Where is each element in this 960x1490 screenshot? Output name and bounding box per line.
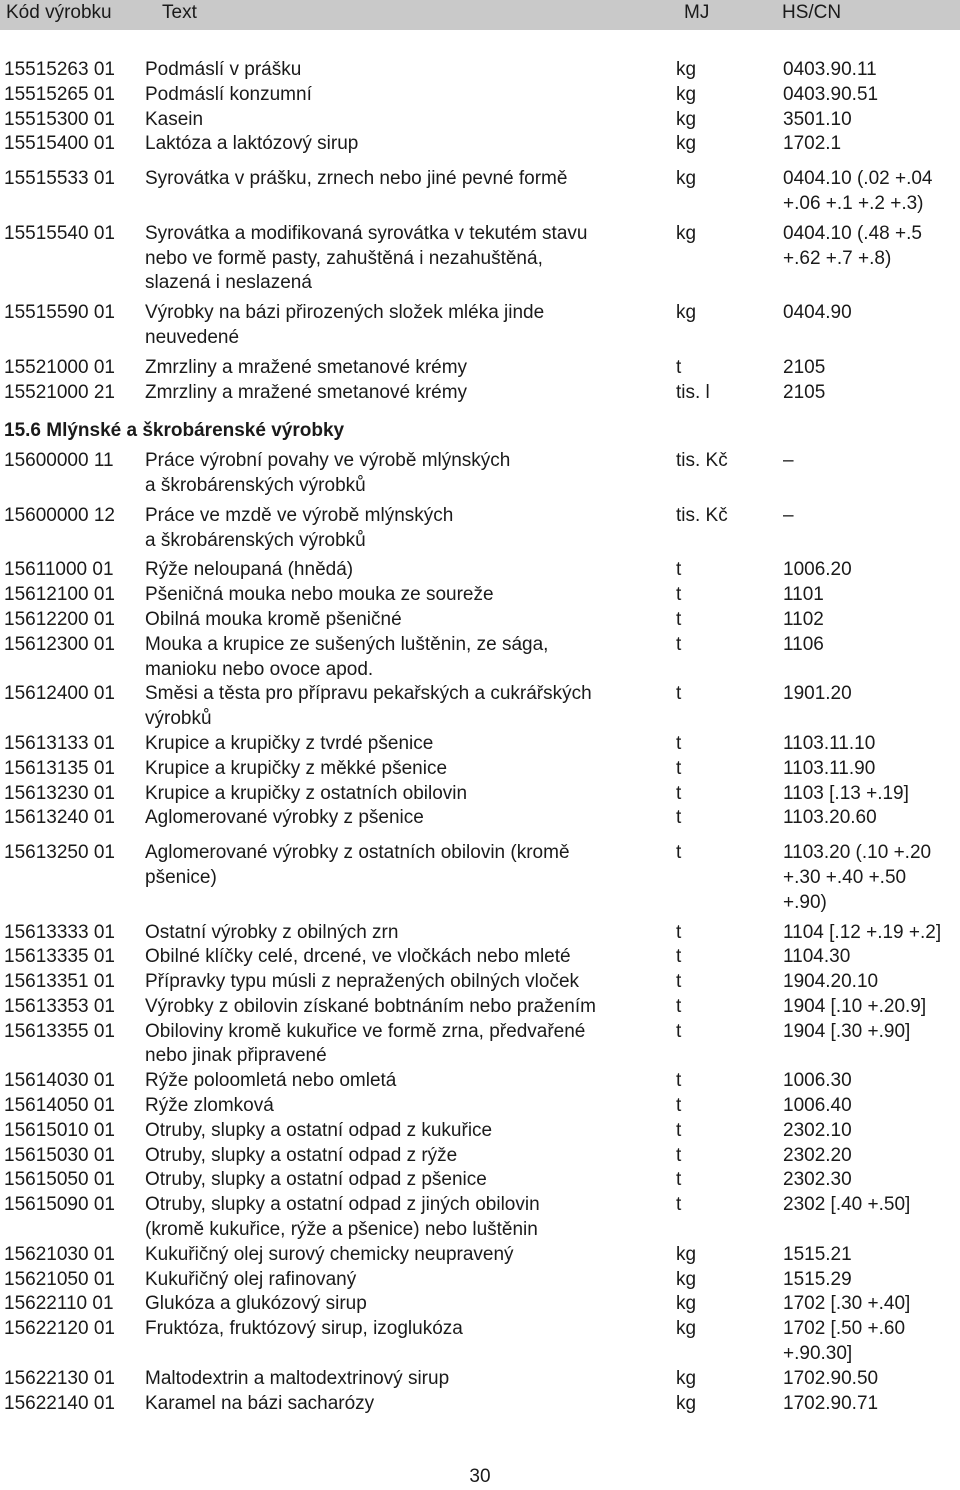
item-text: Pšeničná mouka nebo mouka ze soureže — [145, 584, 494, 606]
item-hs-code: – — [783, 504, 794, 526]
item-code: 15515400 01 — [4, 133, 115, 155]
item-text: Obilné klíčky celé, drcené, ve vločkách nebo mleté — [145, 946, 571, 968]
item-hs-code: 1106 — [783, 633, 824, 655]
header-text: Text — [162, 2, 197, 23]
table-row — [0, 995, 960, 1020]
item-text: Podmáslí v prášku — [145, 59, 302, 80]
item-hs-code: 1103.20.60 — [783, 807, 877, 829]
item-unit: t — [676, 732, 682, 754]
item-unit: t — [676, 1144, 682, 1166]
table-row — [0, 83, 960, 108]
table-row — [0, 381, 960, 406]
item-code: 15600000 11 — [4, 450, 114, 472]
item-unit: t — [676, 807, 682, 829]
item-text: Glukóza a glukózový sirup — [145, 1293, 367, 1315]
item-code: 15515540 01 — [4, 222, 115, 244]
item-text: Kasein — [145, 108, 204, 130]
item-code: 15622130 01 — [4, 1367, 115, 1389]
table-row — [0, 1392, 960, 1417]
table-row — [0, 970, 960, 995]
table-body — [0, 58, 960, 1416]
item-text: Přípravky typu músli z nepražených obilných vloček — [145, 971, 580, 993]
item-code: 15612100 01 — [4, 584, 115, 606]
item-unit: kg — [676, 1392, 697, 1414]
item-text: Laktóza a laktózový sirup — [145, 133, 359, 155]
table-row — [0, 504, 960, 554]
item-text: Krupice a krupičky z tvrdé pšenice — [145, 732, 434, 754]
item-code: 15521000 01 — [4, 356, 115, 378]
item-unit: t — [676, 559, 682, 581]
table-row — [0, 1292, 960, 1317]
item-code: 15612300 01 — [4, 633, 115, 655]
item-text: Výrobky na bázi přirozených složek mléka jinde neuvedené — [145, 302, 545, 348]
item-hs-code: 2105 — [783, 381, 826, 403]
item-hs-code: 1006.30 — [783, 1070, 852, 1092]
item-unit: t — [676, 757, 682, 779]
item-code: 15515300 01 — [4, 108, 115, 130]
item-code: 15515263 01 — [4, 59, 115, 80]
item-code: 15613135 01 — [4, 757, 115, 779]
table-row — [0, 1268, 960, 1293]
item-hs-code: 1104 [.12 +.19 +.2] — [783, 921, 942, 943]
item-hs-code: 1006.20 — [783, 559, 852, 581]
item-text: Obilná mouka kromě pšeničné — [145, 608, 402, 630]
item-code: 15613351 01 — [4, 971, 115, 993]
item-hs-code: 1702.1 — [783, 133, 842, 155]
item-code: 15515533 01 — [4, 168, 115, 190]
item-code: 15622110 01 — [4, 1293, 114, 1315]
item-hs-code: 1103.11.10 — [783, 732, 876, 754]
table-row — [0, 841, 960, 915]
item-unit: tis. l — [676, 381, 710, 403]
table-row — [0, 1144, 960, 1169]
item-hs-code: 2302.10 — [783, 1119, 852, 1141]
item-code: 15615030 01 — [4, 1144, 115, 1166]
table-row — [0, 1168, 960, 1193]
table-row — [0, 1367, 960, 1392]
item-hs-code: 0403.90.51 — [783, 83, 879, 105]
item-code: 15614050 01 — [4, 1095, 115, 1117]
item-unit: t — [676, 608, 682, 630]
item-code: 15611000 01 — [4, 559, 114, 581]
item-code: 15613230 01 — [4, 782, 115, 804]
table-row — [0, 608, 960, 633]
table-row — [0, 1119, 960, 1144]
item-hs-code: 0404.90 — [783, 302, 852, 324]
item-unit: kg — [676, 1243, 697, 1265]
item-hs-code: 1702.90.71 — [783, 1392, 879, 1414]
item-hs-code: 1103.20 (.10 +.20 +.30 +.40 +.50 +.90) — [783, 842, 932, 913]
item-text: Otruby, slupky a ostatní odpad z pšenice — [145, 1169, 487, 1191]
item-hs-code: 2302 [.40 +.50] — [783, 1194, 911, 1216]
item-code: 15621050 01 — [4, 1268, 115, 1290]
table-row — [0, 1243, 960, 1268]
item-unit: t — [676, 842, 682, 864]
table-row — [0, 806, 960, 831]
item-unit: t — [676, 782, 682, 804]
item-text: Rýže poloomletá nebo omletá — [145, 1070, 397, 1092]
item-text: Karamel na bázi sacharózy — [145, 1392, 375, 1414]
item-unit: t — [676, 946, 682, 968]
item-unit: tis. Kč — [676, 450, 728, 472]
item-hs-code: 1904 [.10 +.20.9] — [783, 995, 927, 1017]
table-row — [0, 921, 960, 946]
item-unit: kg — [676, 168, 697, 190]
item-unit: kg — [676, 1367, 697, 1389]
table-row — [0, 782, 960, 807]
item-unit: t — [676, 1194, 682, 1216]
item-code: 15600000 12 — [4, 504, 115, 526]
item-unit: kg — [676, 222, 697, 244]
item-hs-code: 1702 [.30 +.40] — [783, 1293, 911, 1315]
item-unit: t — [676, 971, 682, 993]
item-code: 15515590 01 — [4, 302, 115, 324]
item-text: Syrovátka v prášku, zrnech nebo jiné pevné formě — [145, 168, 568, 190]
table-row — [0, 301, 960, 351]
item-text: Podmáslí konzumní — [145, 83, 312, 105]
item-text: Ostatní výrobky z obilných zrn — [145, 921, 399, 943]
item-unit: tis. Kč — [676, 504, 728, 526]
table-row — [0, 1020, 960, 1070]
item-code: 15612400 01 — [4, 683, 115, 705]
item-hs-code: 0403.90.11 — [783, 59, 877, 80]
item-hs-code: 3501.10 — [783, 108, 852, 130]
item-hs-code: – — [783, 450, 794, 472]
item-unit: t — [676, 1095, 682, 1117]
item-unit: t — [676, 584, 682, 606]
item-unit: kg — [676, 59, 697, 80]
item-hs-code: 1006.40 — [783, 1095, 852, 1117]
item-text: Maltodextrin a maltodextrinový sirup — [145, 1367, 450, 1389]
table-row — [0, 1317, 960, 1367]
item-code: 15621030 01 — [4, 1243, 115, 1265]
item-code: 15622120 01 — [4, 1318, 115, 1340]
page-number: 30 — [469, 1466, 491, 1487]
item-hs-code: 1103 [.13 +.19] — [783, 782, 909, 804]
item-unit: t — [676, 921, 682, 943]
item-hs-code: 2302.30 — [783, 1169, 852, 1191]
item-hs-code: 2105 — [783, 356, 826, 378]
item-unit: t — [676, 1070, 682, 1092]
item-text: Otruby, slupky a ostatní odpad z kukuřice — [145, 1119, 493, 1141]
table-row — [0, 1094, 960, 1119]
table-row — [0, 633, 960, 683]
item-unit: t — [676, 356, 682, 378]
item-unit: kg — [676, 108, 697, 130]
item-code: 15615010 01 — [4, 1119, 115, 1141]
item-hs-code: 1702.90.50 — [783, 1367, 879, 1389]
item-text: Syrovátka a modifikovaná syrovátka v tekutém stavu nebo ve formě pasty, zahuštěná i nezahuštěná, slazená i neslazená — [145, 222, 588, 294]
table-row — [0, 356, 960, 381]
item-text: Kukuřičný olej surový chemicky neupravený — [145, 1243, 514, 1265]
item-unit: t — [676, 1020, 682, 1042]
item-unit: kg — [676, 1293, 697, 1315]
item-unit: t — [676, 1169, 682, 1191]
item-text: Práce ve mzdě ve výrobě mlýnských a škrobárenských výrobků — [145, 504, 454, 551]
item-text: Zmrzliny a mražené smetanové krémy — [145, 381, 468, 403]
item-code: 15622140 01 — [4, 1392, 115, 1414]
item-text: Krupice a krupičky z ostatních obilovin — [145, 782, 468, 804]
item-unit: t — [676, 1119, 682, 1141]
item-hs-code: 0404.10 (.48 +.5 +.62 +.7 +.8) — [783, 222, 922, 269]
item-text: Aglomerované výrobky z pšenice — [145, 807, 424, 829]
item-code: 15613333 01 — [4, 921, 115, 943]
item-unit: kg — [676, 133, 697, 155]
item-code: 15613335 01 — [4, 946, 115, 968]
table-row — [0, 108, 960, 133]
item-code: 15521000 21 — [4, 381, 115, 403]
item-hs-code: 1702 [.50 +.60 +.90.30] — [783, 1318, 906, 1365]
item-code: 15613133 01 — [4, 732, 115, 754]
item-text: Otruby, slupky a ostatní odpad z jiných obilovin (kromě kukuřice, rýže a pšenice) nebo luštěnin — [145, 1194, 540, 1241]
table-row — [0, 132, 960, 157]
table-row — [0, 1069, 960, 1094]
table-row — [0, 558, 960, 583]
item-text: Obiloviny kromě kukuřice ve formě zrna, předvařené nebo jinak připravené — [145, 1020, 586, 1067]
item-unit: t — [676, 995, 682, 1017]
table-row — [0, 167, 960, 217]
item-unit: kg — [676, 1318, 697, 1340]
item-text: Práce výrobní povahy ve výrobě mlýnských a škrobárenských výrobků — [145, 450, 511, 496]
item-unit: kg — [676, 83, 697, 105]
table-row — [0, 732, 960, 757]
table-row — [0, 945, 960, 970]
item-text: Mouka a krupice ze sušených luštěnin, ze sága, manioku nebo ovoce apod. — [145, 633, 549, 680]
item-code: 15613355 01 — [4, 1020, 115, 1042]
item-code: 15613250 01 — [4, 842, 115, 864]
item-text: Směsi a těsta pro přípravu pekařských a cukrářských výrobků — [145, 683, 592, 730]
header-hs: HS/CN — [782, 2, 842, 23]
item-hs-code: 1515.21 — [783, 1243, 852, 1265]
item-unit: t — [676, 683, 682, 705]
item-hs-code: 1104.30 — [783, 946, 851, 968]
item-text: Fruktóza, fruktózový sirup, izoglukóza — [145, 1318, 463, 1340]
item-text: Zmrzliny a mražené smetanové krémy — [145, 356, 468, 378]
item-text: Rýže neloupaná (hnědá) — [145, 559, 354, 581]
table-row — [0, 449, 960, 499]
table-row — [0, 1193, 960, 1243]
item-code: 15612200 01 — [4, 608, 115, 630]
item-unit: kg — [676, 1268, 697, 1290]
table-row — [0, 757, 960, 782]
table-row — [0, 58, 960, 83]
item-hs-code: 1101 — [783, 584, 824, 606]
item-hs-code: 0404.10 (.02 +.04 +.06 +.1 +.2 +.3) — [783, 168, 933, 214]
header-code: Kód výrobku — [6, 2, 112, 23]
section-heading: 15.6 Mlýnské a škrobárenské výrobky — [4, 420, 345, 442]
item-text: Krupice a krupičky z měkké pšenice — [145, 757, 448, 779]
table-row — [0, 222, 960, 296]
item-hs-code: 1103.11.90 — [783, 757, 876, 779]
item-code: 15615050 01 — [4, 1169, 115, 1191]
item-hs-code: 1901.20 — [783, 683, 852, 705]
item-code: 15613240 01 — [4, 807, 115, 829]
item-hs-code: 2302.20 — [783, 1144, 852, 1166]
item-unit: kg — [676, 302, 697, 324]
table-row — [0, 682, 960, 732]
item-text: Aglomerované výrobky z ostatních obilovin (kromě pšenice) — [145, 842, 570, 888]
item-hs-code: 1904.20.10 — [783, 971, 879, 993]
item-hs-code: 1904 [.30 +.90] — [783, 1020, 911, 1042]
table-header — [0, 0, 960, 30]
item-text: Výrobky z obilovin získané bobtnáním nebo pražením — [145, 995, 596, 1017]
item-code: 15615090 01 — [4, 1194, 115, 1216]
item-text: Kukuřičný olej rafinovaný — [145, 1268, 357, 1290]
item-hs-code: 1102 — [783, 608, 824, 630]
item-text: Rýže zlomková — [145, 1095, 274, 1117]
item-code: 15613353 01 — [4, 995, 115, 1017]
item-hs-code: 1515.29 — [783, 1268, 852, 1290]
item-code: 15515265 01 — [4, 83, 115, 105]
item-text: Otruby, slupky a ostatní odpad z rýže — [145, 1144, 458, 1166]
item-unit: t — [676, 633, 682, 655]
table-row — [0, 583, 960, 608]
header-mj: MJ — [684, 2, 710, 23]
item-code: 15614030 01 — [4, 1070, 115, 1092]
